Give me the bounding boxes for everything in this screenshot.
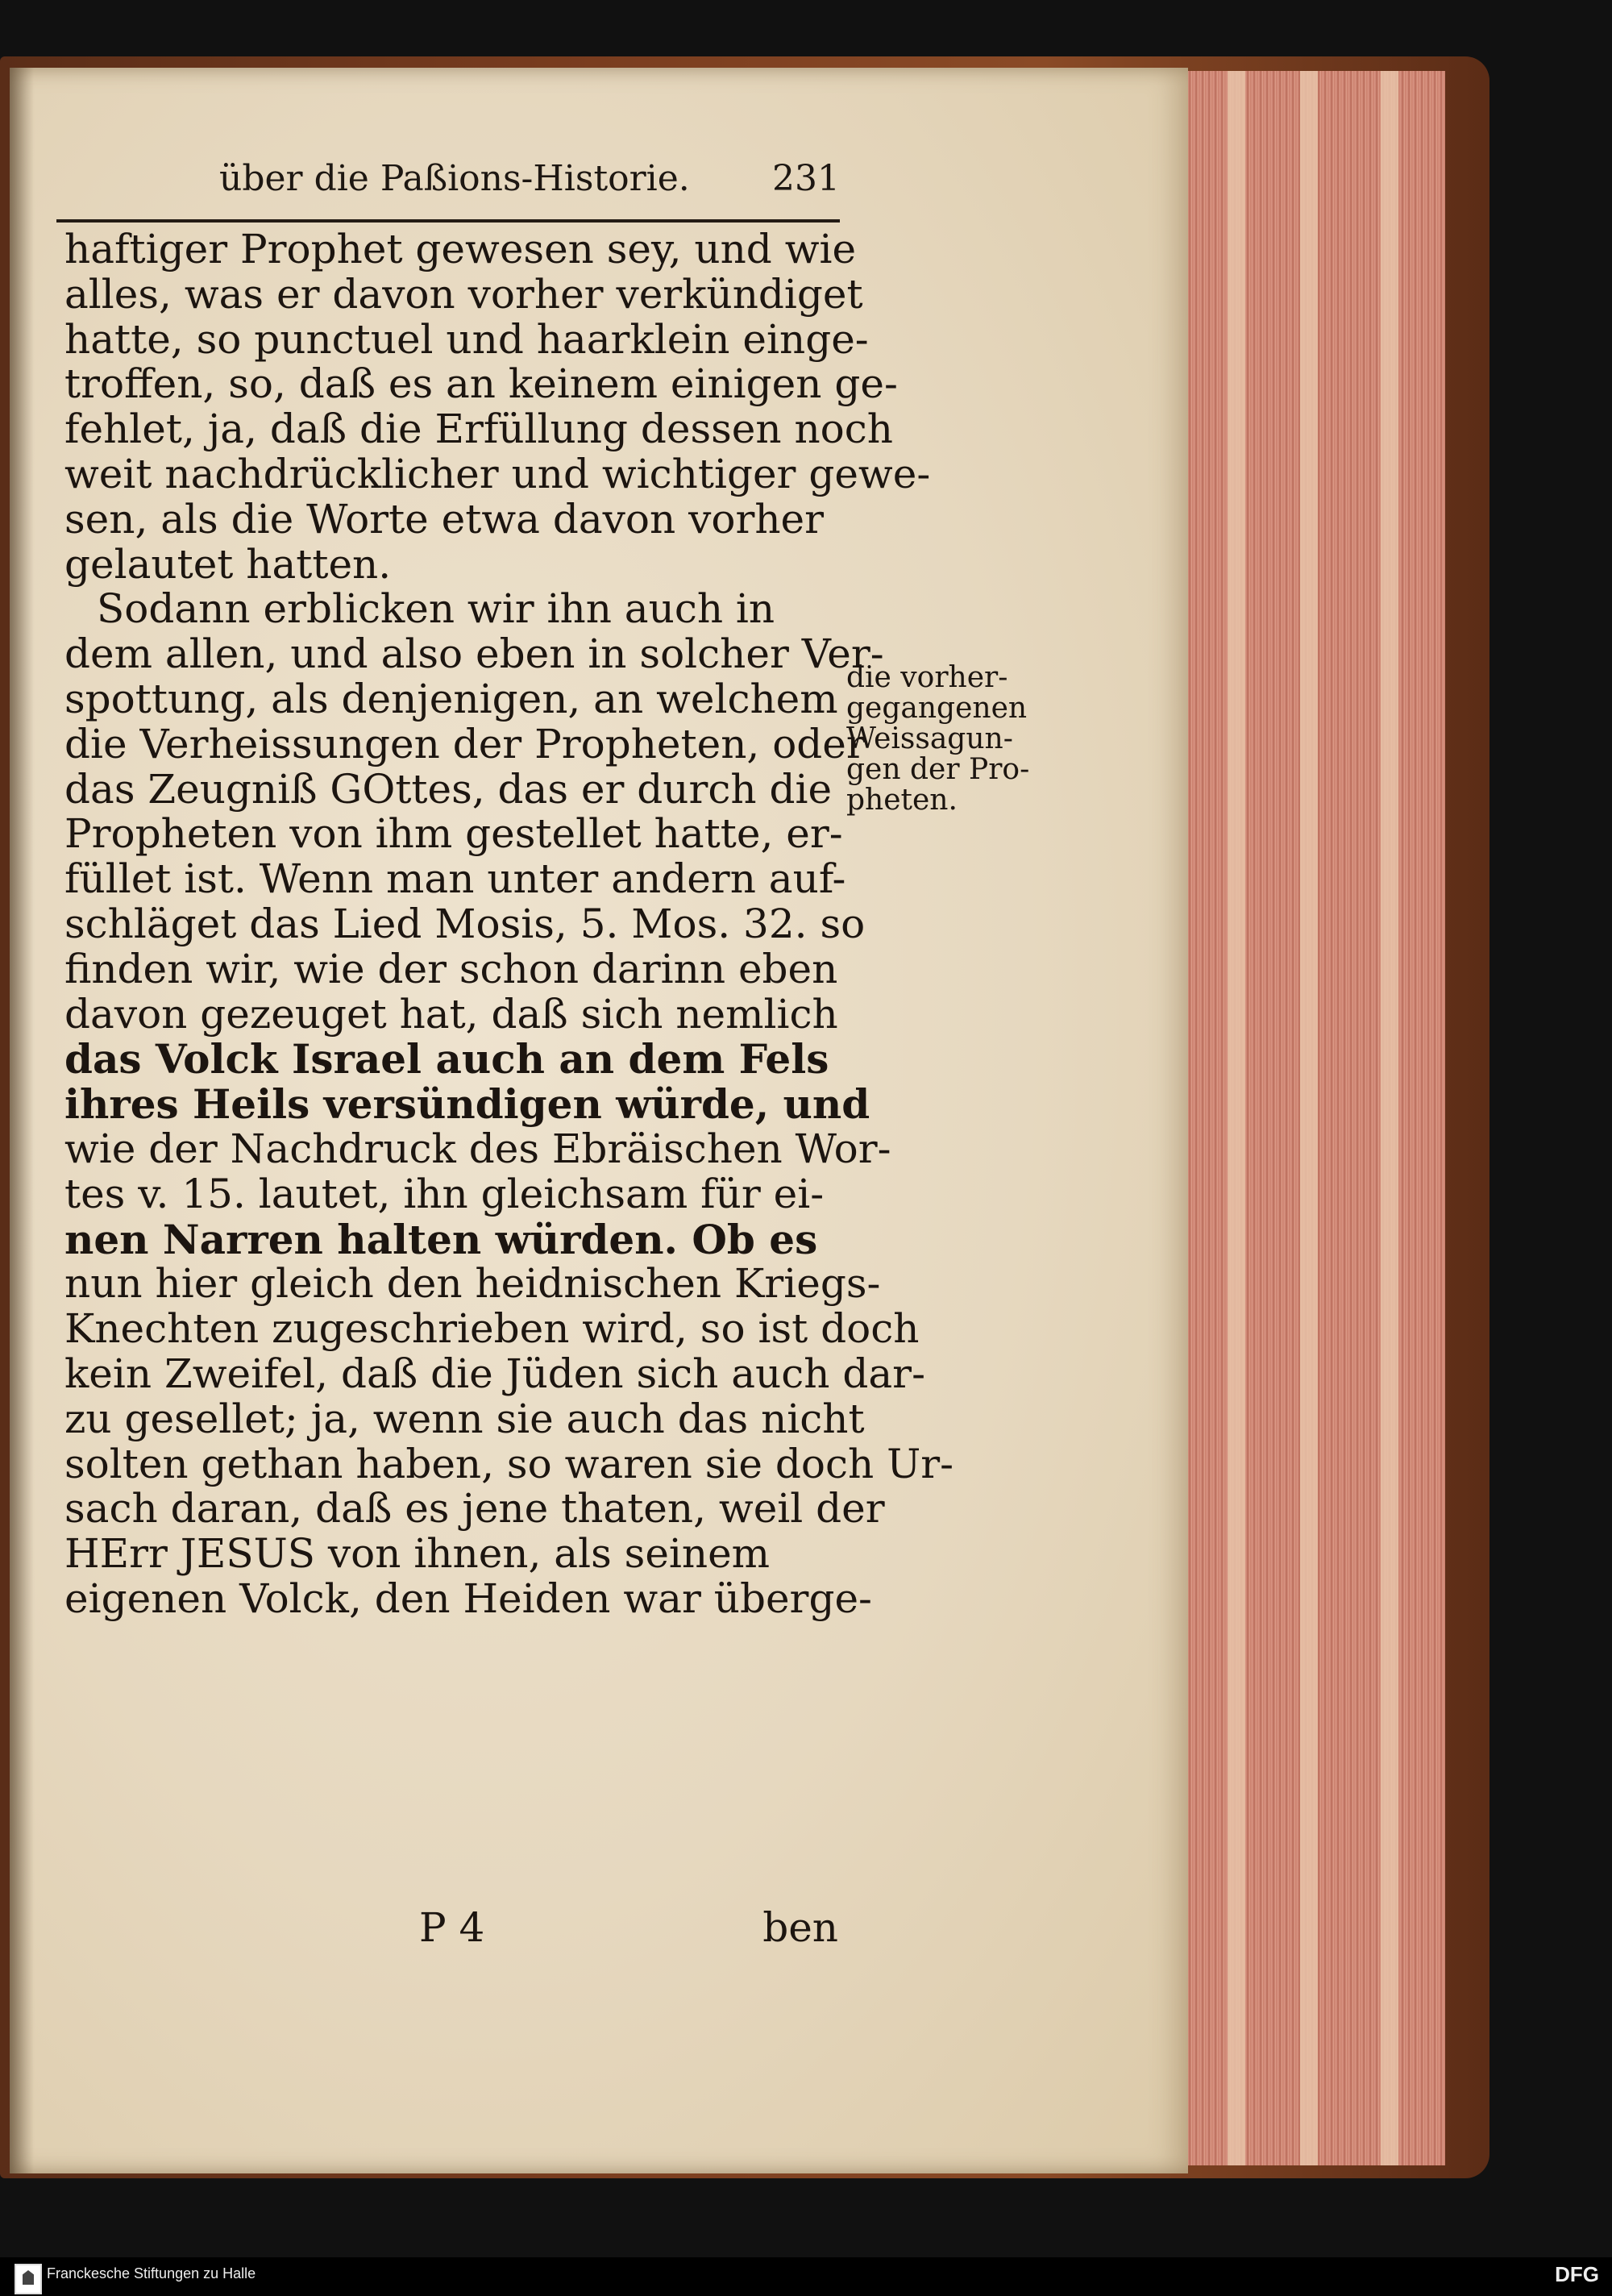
text-line: kein Zweifel, daß die Jüden sich auch dar- bbox=[64, 1350, 925, 1397]
text-line: weit nachdrücklicher und wichtiger gewe- bbox=[64, 450, 931, 497]
text-line: finden wir, wie der schon darinn eben bbox=[64, 945, 838, 992]
text-line: troffen, so, daß es an keinem einigen ge- bbox=[64, 360, 898, 408]
text-line: davon gezeuget hat, daß sich nemlich bbox=[64, 990, 838, 1038]
text-line: haftiger Prophet gewesen sey, und wie bbox=[64, 226, 857, 272]
page-header bbox=[58, 158, 840, 214]
text-line: füllet ist. Wenn man unter andern auf- bbox=[64, 855, 846, 903]
text-line: Knechten zugeschrieben wird, so ist doch bbox=[64, 1305, 920, 1353]
marginal-note-line: die vorher- bbox=[846, 661, 1008, 694]
page-fore-edge bbox=[1177, 71, 1445, 2165]
text-line: sach daran, daß es jene thaten, weil der bbox=[64, 1485, 885, 1533]
text-line: hatte, so punctuel und haarklein einge- bbox=[64, 315, 869, 363]
page-number: 231 bbox=[772, 158, 840, 199]
header-rule bbox=[56, 219, 840, 223]
catchword: ben bbox=[762, 1904, 838, 1951]
text-line: eigenen Volck, den Heiden war überge- bbox=[64, 1574, 872, 1622]
text-line: die Verheissungen der Propheten, oder bbox=[64, 720, 866, 767]
text-line: solten gethan haben, so waren sie doch Ur- bbox=[64, 1440, 954, 1487]
text-line: dem allen, und also eben in solcher Ver- bbox=[64, 630, 884, 678]
text-line: das Zeugniß GOttes, das er durch die bbox=[64, 765, 833, 813]
text-line: ihres Heils versündigen würde, und bbox=[64, 1080, 870, 1129]
text-line: nun hier gleich den heidnischen Kriegs- bbox=[64, 1260, 881, 1308]
text-line: alles, was er davon vorher verkündiget bbox=[64, 270, 863, 318]
institution-logo-icon bbox=[15, 2264, 42, 2294]
text-line: Propheten von ihm gestellet hatte, er- bbox=[64, 810, 843, 858]
dfg-logo: DFG bbox=[1555, 2262, 1599, 2286]
text-line: das Volck Israel auch an dem Fels bbox=[64, 1035, 829, 1084]
text-line: fehlet, ja, daß die Erfüllung dessen noch bbox=[64, 406, 893, 453]
text-line: HErr JESUS von ihnen, als seinem bbox=[64, 1530, 771, 1578]
text-line: nen Narren halten würden. Ob es bbox=[64, 1215, 818, 1263]
marginal-note-line: pheten. bbox=[846, 784, 958, 817]
text-line: spottung, als denjenigen, an welchem bbox=[64, 675, 838, 722]
marginal-note-line: Weissagun- bbox=[846, 722, 1013, 755]
text-line: wie der Nachdruck des Ebräischen Wor- bbox=[64, 1125, 891, 1172]
text-line: schläget das Lied Mosis, 5. Mos. 32. so bbox=[64, 900, 866, 947]
text-line: tes v. 15. lautet, ihn gleichsam für ei- bbox=[64, 1170, 825, 1217]
institution-name: Franckesche Stiftungen zu Halle bbox=[47, 2265, 256, 2281]
page-footer bbox=[64, 1904, 838, 1953]
marginal-note-line: gegangenen bbox=[846, 692, 1028, 725]
marginal-note-line: gen der Pro- bbox=[846, 753, 1030, 786]
text-line: zu gesellet; ja, wenn sie auch das nicht bbox=[64, 1395, 865, 1442]
text-line: sen, als die Worte etwa davon vorher bbox=[64, 495, 825, 543]
marginal-note bbox=[846, 663, 1088, 816]
text-line: gelautet hatten. bbox=[64, 540, 392, 588]
signature-mark: P 4 bbox=[419, 1904, 485, 1951]
running-head: über die Paßions-Historie. bbox=[219, 158, 690, 199]
page-gutter bbox=[10, 68, 34, 2173]
text-line: Sodann erblicken wir ihn auch in bbox=[97, 585, 775, 633]
